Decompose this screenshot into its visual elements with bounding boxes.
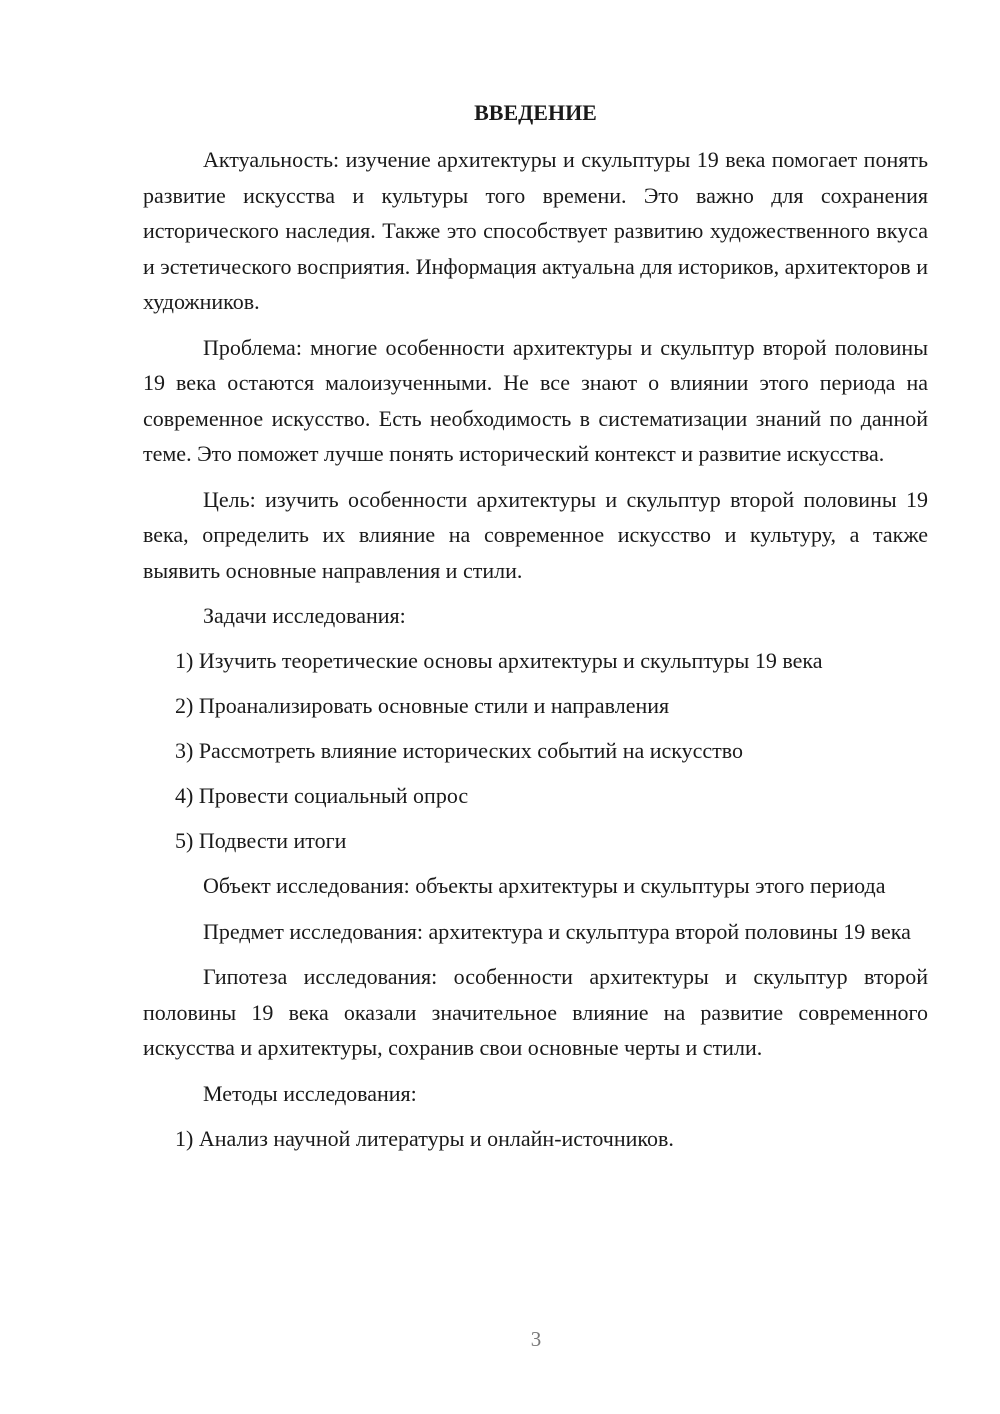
list-item: 4) Провести социальный опрос	[175, 783, 469, 808]
list-item: 1) Изучить теоретические основы архитектуры и скульптуры 19 века	[175, 648, 823, 673]
paragraph-relevance: Актуальность: изучение архитектуры и скульптуры 19 века помогает понять развитие искусства и культуры того времени. Это важно для сохранения исторического наследия. Также это способствует развитию художественного вкуса и эстетического восприятия. Информация актуальна для историков, архитекторов и художников.	[143, 147, 928, 314]
methods-label: Методы исследования:	[203, 1080, 417, 1106]
paragraph-object: Объект исследования: объекты архитектуры и скульптуры этого периода	[203, 873, 886, 898]
document-title: ВВЕДЕНИЕ	[474, 100, 597, 125]
document-page	[143, 95, 928, 1166]
tasks-list	[143, 643, 928, 858]
tasks-label: Задачи исследования:	[203, 603, 406, 628]
paragraph-problem: Проблема: многие особенности архитектуры и скульптур второй половины 19 века остаются малоизученными. Не все знают о влиянии этого периода на современное искусство. Есть необходимость в систематизации знаний по данной теме. Это поможет лучше понять исторический контекст и развитие искусства.	[143, 334, 928, 466]
methods-list	[143, 1121, 928, 1156]
paragraph-subject: Предмет исследования: архитектура и скульптура второй половины 19 века	[203, 918, 911, 944]
list-item: 3) Рассмотреть влияние исторических событий на искусство	[175, 738, 744, 763]
list-item: 2) Проанализировать основные стили и направления	[175, 693, 670, 718]
page-number: 3	[530, 1327, 542, 1351]
paragraph-goal: Цель: изучить особенности архитектуры и скульптур второй половины 19 века, определить их влияние на современное искусство и культуру, а также выявить основные направления и стили.	[143, 486, 928, 583]
list-item: 1) Анализ научной литературы и онлайн-источников.	[175, 1125, 674, 1151]
list-item: 5) Подвести итоги	[175, 828, 347, 853]
paragraph-hypothesis: Гипотеза исследования: особенности архитектуры и скульптур второй половины 19 века оказали значительное влияние на развитие современного искусства и архитектуры, сохранив свои основные черты и стили.	[143, 964, 928, 1060]
